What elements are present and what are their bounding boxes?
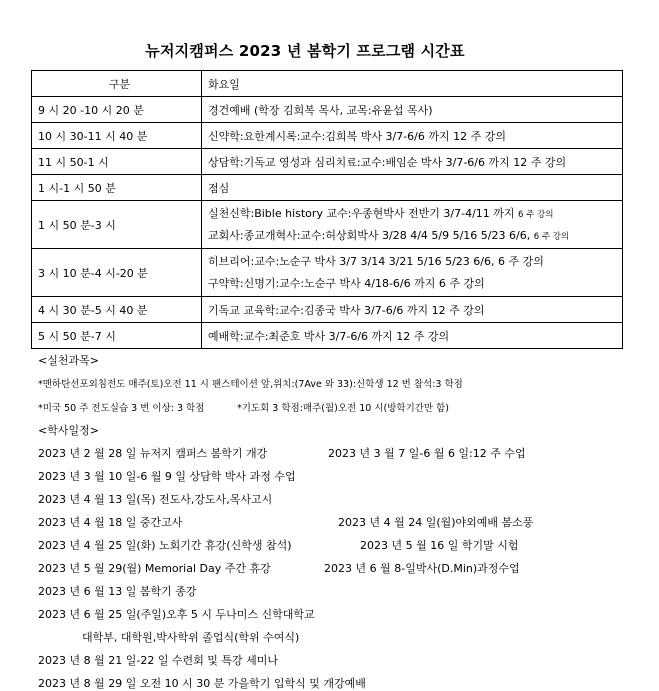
course-line: 구약학:신명기:교수:노순구 박사 4/18-6/6 까지 6 주 강의 (208, 276, 485, 290)
academic-item: 2023 년 6 월 13 일 봄학기 종강 (38, 585, 197, 598)
academic-item: 2023 년 5 월 29(월) Memorial Day 주간 휴강 (38, 562, 271, 575)
academic-item: 2023 년 6 월 8-일박사(D.Min)과정수업 (324, 562, 520, 575)
academic-item: 2023 년 3 월 7 일-6 월 6 일:12 주 수업 (328, 447, 526, 460)
academic-item: 2023 년 4 월 13 일(목) 전도사,강도사,목사고시 (38, 493, 273, 506)
academic-item: 2023 년 8 월 21 일-22 일 수련회 및 특강 세미나 (38, 654, 279, 667)
practice-item: *미국 50 주 전도실습 3 번 이상: 3 학점 (38, 403, 205, 414)
time-cell: 4 시 30 분-5 시 40 분 (32, 297, 202, 323)
academic-item: 2023 년 4 월 18 일 중간고사 (38, 516, 183, 529)
academic-item: 2023 년 4 월 24 일(월)야외예배 봄소풍 (338, 516, 534, 529)
course-line-tail: 6 주 강의 (518, 209, 554, 220)
time-cell: 5 시 50 분-7 시 (32, 323, 202, 349)
course-cell: 신약학:요한계시록:교수:김희복 박사 3/7-6/6 까지 12 주 강의 (202, 123, 623, 149)
course-line: 교회사:종교개혁사:교수:허상회박사 3/28 4/4 5/9 5/16 5/23 6/6, 6 주 강의 (208, 228, 570, 242)
academic-item: 2023 년 2 월 28 일 뉴저지 캠퍼스 봄학기 개강 (38, 447, 268, 460)
course-line-tail: 6 주 강의 (533, 231, 570, 242)
course-cell (202, 249, 623, 297)
course-line: 히브리어:교수:노순구 박사 3/7 3/14 3/21 5/16 5/23 6/6, 6 주 강의 (208, 254, 544, 268)
time-cell: 1 시 50 분-3 시 (32, 201, 202, 249)
table-row (32, 175, 623, 201)
time-cell: 11 시 50-1 시 (32, 149, 202, 175)
header-tuesday: 화요일 (202, 71, 623, 97)
table-row (32, 201, 623, 249)
academic-item: 대학부, 대학원,박사학위 졸업식(학위 수여식) (82, 631, 300, 644)
course-line: 실천신학:Bible history 교수:우종현박사 전반기 3/7-4/11 까지 6 주 강의 (208, 206, 554, 220)
course-cell: 점심 (202, 175, 623, 201)
academic-heading: <학사일정> (38, 424, 99, 437)
course-cell: 예배학:교수:최준호 박사 3/7-6/6 까지 12 주 강의 (202, 323, 623, 349)
table-row (32, 249, 623, 297)
course-cell: 경건예배 (학장 김희복 목사, 교목:유윤섭 목사) (202, 97, 623, 123)
time-cell: 10 시 30-11 시 40 분 (32, 123, 202, 149)
time-cell: 1 시-1 시 50 분 (32, 175, 202, 201)
practice-item: *기도회 3 학점:매주(월)오전 10 시(방학기간만 함) (237, 403, 450, 414)
header-category: 구분 (32, 71, 202, 97)
time-cell: 9 시 20 -10 시 20 분 (32, 97, 202, 123)
course-cell: 기독교 교육학:교수:김종국 박사 3/7-6/6 까지 12 주 강의 (202, 297, 623, 323)
academic-item: 2023 년 4 월 25 일(화) 노회기간 휴강(신학생 참석) (38, 539, 292, 552)
table-header-row (32, 71, 623, 97)
page-title: 뉴저지캠퍼스 2023 년 봄학기 프로그램 시간표 (145, 42, 465, 60)
practice-heading: <실천과목> (38, 354, 99, 367)
academic-item: 2023 년 5 월 16 일 학기말 시험 (360, 539, 519, 552)
course-cell (202, 201, 623, 249)
table-row (32, 123, 623, 149)
schedule-table (31, 70, 623, 349)
academic-item: 2023 년 8 월 29 일 오전 10 시 30 분 가을학기 입학식 및 개강예배 (38, 677, 366, 690)
time-cell: 3 시 10 분-4 시-20 분 (32, 249, 202, 297)
table-row (32, 149, 623, 175)
practice-item: *맨하탄선포외침전도 매주(토)오전 11 시 팬스테이션 앞,위치:(7Ave 와 33):신학생 12 번 참석:3 학점 (38, 379, 463, 390)
table-row (32, 323, 623, 349)
academic-item: 2023 년 6 월 25 일(주일)오후 5 시 두나미스 신학대학교 (38, 608, 315, 621)
course-cell: 상담학:기독교 영성과 심리치료:교수:배임순 박사 3/7-6/6 까지 12 주 강의 (202, 149, 623, 175)
table-row (32, 97, 623, 123)
table-row (32, 297, 623, 323)
academic-item: 2023 년 3 월 10 일-6 월 9 일 상담학 박사 과정 수업 (38, 470, 296, 483)
